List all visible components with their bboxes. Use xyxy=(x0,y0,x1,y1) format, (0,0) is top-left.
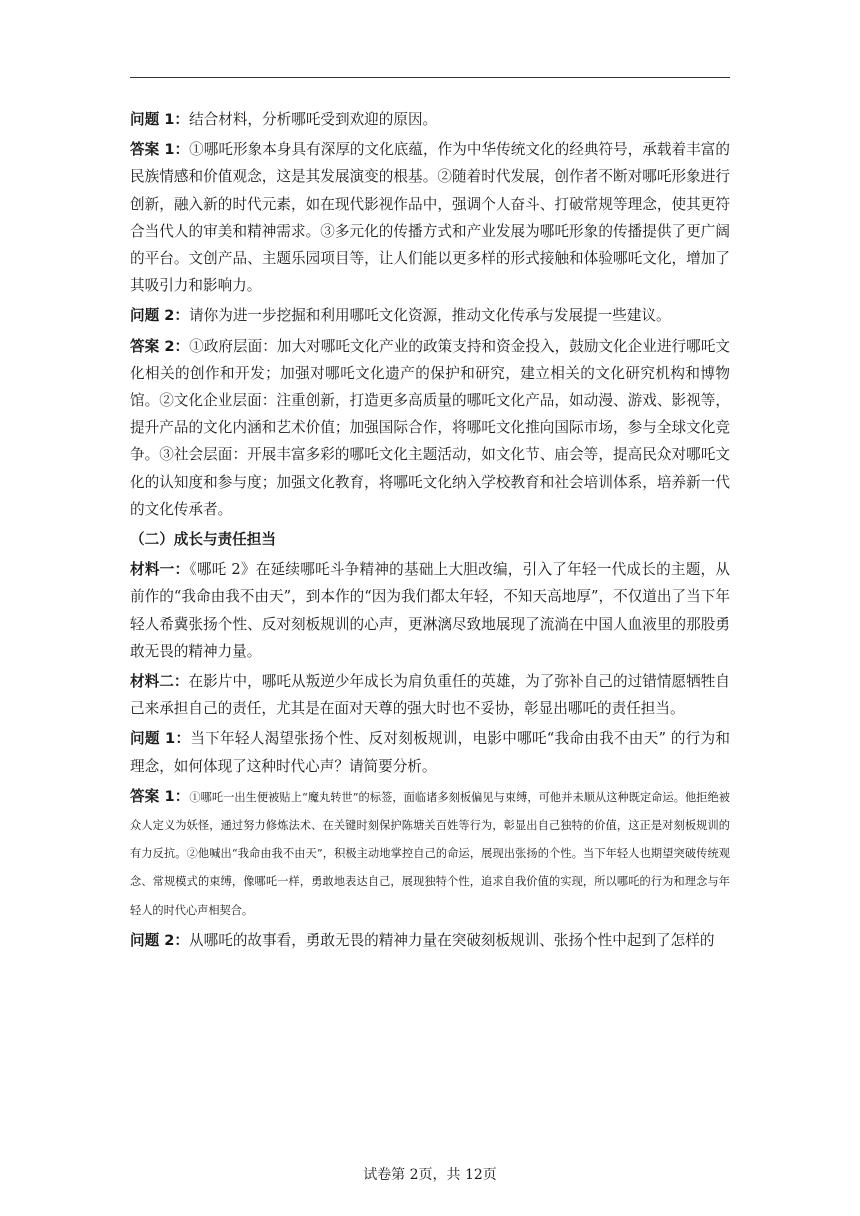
question-text: 从哪吒的故事看，勇敢无畏的精神力量在突破刻板规训、张扬个性中起到了怎样的 xyxy=(189,931,715,949)
header-rule xyxy=(130,77,730,78)
answer-label: 答案 1： xyxy=(130,787,190,805)
page-content xyxy=(130,106,730,957)
question-1 xyxy=(130,106,730,133)
question-2 xyxy=(130,302,730,329)
material-1 xyxy=(130,556,730,665)
answer-label: 答案 2： xyxy=(130,337,190,355)
material-text: 《哪吒 2》在延续哪吒斗争精神的基础上大胆改编，引入了年轻一代成长的主题，从前作的“我命由我不由天”，到本作的“因为我们都太年轻，不知天高地厚”，不仅道出了当下年轻人希冀张扬个性、反对刻板规训的心声，更淋漓尽致地展现了流淌在中国人血液里的那股勇敢无畏的精神力量。 xyxy=(130,561,730,660)
question-2b xyxy=(130,927,730,954)
question-label: 问题 2： xyxy=(130,931,190,949)
question-label: 问题 1： xyxy=(130,730,191,748)
answer-label: 答案 1： xyxy=(130,141,190,159)
question-text: 请你为进一步挖掘和利用哪吒文化资源，推动文化传承与发展提一些建议。 xyxy=(189,307,671,325)
question-label: 问题 1： xyxy=(130,111,190,128)
question-1b xyxy=(130,725,730,779)
answer-text: ①政府层面：加大对哪吒文化产业的政策支持和资金投入，鼓励文化企业进行哪吒文化相关的创作和开发；加强对哪吒文化遗产的保护和研究，建立相关的文化研究机构和博物馆。②文化企业层面：注重创新，打造更多高质量的哪吒文化产品，如动漫、游戏、影视等，提升产品的文化内涵和艺术价值；加强国际合作，将哪吒文化推向国际市场，参与全球文化竞争。③社会层面：开展丰富多彩的哪吒文化主题活动，如文化节、庙会等，提高民众对哪吒文化的认知度和参与度；加强文化教育，将哪吒文化纳入学校教育和社会培训体系，培养新一代的文化传承者。 xyxy=(130,337,730,518)
answer-text: ①哪吒一出生便被贴上“魔丸转世”的标签，面临诸多刻板偏见与束缚，可他并未顺从这种既定命运。他拒绝被众人定义为妖怪，通过努力修炼法术、在关键时刻保护陈塘关百姓等行为，彰显出自己独特的价值，这正是对刻板规训的有力反抗。②他喊出“我命由我不由天”，积极主动地掌控自己的命运，展现出张扬的个性。当下年轻人也期望突破传统观念、常规模式的束缚，像哪吒一样，勇敢地表达自己，展现独特个性，追求自我价值的实现，所以哪吒的行为和理念与年轻人的时代心声相契合。 xyxy=(130,790,730,917)
material-label: 材料一： xyxy=(130,561,190,579)
answer-text: ①哪吒形象本身具有深厚的文化底蕴，作为中华传统文化的经典符号，承载着丰富的民族情感和价值观念，这是其发展演变的根基。②随着时代发展，创作者不断对哪吒形象进行创新，融入新的时代元素，如在现代影视作品中，强调个人奋斗、打破常规等理念，使其更符合当代人的审美和精神需求。③多元化的传播方式和产业发展为哪吒形象的传播提供了更广阔的平台。文创产品、主题乐园项目等，让人们能以更多样的形式接触和体验哪吒文化，增加了其吸引力和影响力。 xyxy=(130,141,730,295)
section-heading: （二）成长与责任担当 xyxy=(130,531,276,549)
material-text: 在影片中，哪吒从叛逆少年成长为肩负重任的英雄，为了弥补自己的过错情愿牺牲自己来承担自己的责任，尤其是在面对天尊的强大时也不妥协，彰显出哪吒的责任担当。 xyxy=(130,673,730,718)
question-text: 当下年轻人渴望张扬个性、反对刻板规训，电影中哪吒“我命由我不由天” 的行为和理念，如何体现了这种时代心声？请简要分析。 xyxy=(130,730,730,775)
page-footer: 试卷第 2页，共 12页 xyxy=(363,1167,497,1183)
question-text: 结合材料，分析哪吒受到欢迎的原因。 xyxy=(189,111,438,128)
question-label: 问题 2： xyxy=(130,307,190,325)
material-2 xyxy=(130,668,730,722)
material-label: 材料二： xyxy=(130,673,189,691)
answer-1 xyxy=(130,136,730,299)
answer-2 xyxy=(130,333,730,523)
answer-1b xyxy=(130,783,730,924)
